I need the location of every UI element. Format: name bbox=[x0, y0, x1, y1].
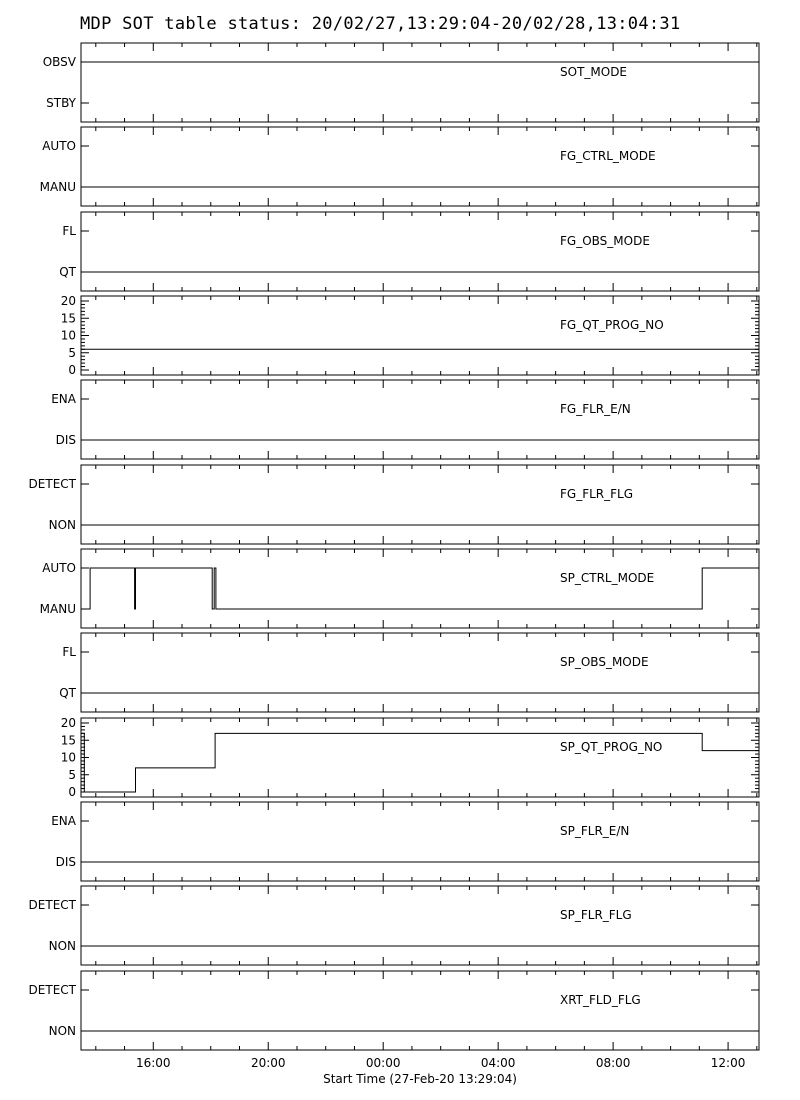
x-tick-label: 12:00 bbox=[710, 1056, 746, 1070]
panel-7-name: SP_OBS_MODE bbox=[560, 655, 649, 669]
panel-7-ylabel: FL bbox=[62, 645, 76, 659]
panel-3-ylabel: 5 bbox=[68, 345, 76, 360]
panel-1-ylabel: AUTO bbox=[42, 139, 76, 153]
panel-9-ylabel: ENA bbox=[51, 814, 76, 828]
x-tick-label: 00:00 bbox=[365, 1056, 401, 1070]
panel-2-frame bbox=[81, 212, 759, 291]
panel-8-ylabel: 10 bbox=[60, 750, 76, 765]
panel-3-ylabel: 15 bbox=[60, 311, 76, 326]
panel-4-ylabel: ENA bbox=[51, 392, 76, 406]
panel-8-name: SP_QT_PROG_NO bbox=[560, 740, 663, 754]
panel-3-ylabel: 10 bbox=[60, 328, 76, 343]
panel-9-frame bbox=[81, 802, 759, 881]
panel-5-frame bbox=[81, 465, 759, 544]
panel-10-frame bbox=[81, 886, 759, 965]
panel-6-frame bbox=[81, 549, 759, 628]
panel-10-name: SP_FLR_FLG bbox=[560, 908, 632, 922]
panel-6-series-line bbox=[81, 568, 759, 609]
panel-11-name: XRT_FLD_FLG bbox=[560, 993, 641, 1007]
x-tick-label: 04:00 bbox=[480, 1056, 516, 1070]
panel-8-ylabel: 15 bbox=[60, 733, 76, 748]
panel-1-name: FG_CTRL_MODE bbox=[560, 149, 656, 163]
panel-9-name: SP_FLR_E/N bbox=[560, 824, 630, 838]
panel-3-frame bbox=[81, 296, 759, 375]
panel-8-ylabel: 0 bbox=[68, 785, 76, 799]
panel-10-ylabel: DETECT bbox=[28, 898, 76, 912]
panel-8-ylabel: 5 bbox=[68, 767, 76, 782]
x-tick-label: 16:00 bbox=[135, 1056, 171, 1070]
panel-0-name: SOT_MODE bbox=[560, 65, 628, 79]
panel-6-ylabel: AUTO bbox=[42, 561, 76, 575]
panel-3-ylabel: 0 bbox=[68, 363, 76, 377]
panel-0-frame bbox=[81, 43, 759, 122]
panel-5-ylabel: DETECT bbox=[28, 477, 76, 491]
panel-7-frame bbox=[81, 633, 759, 712]
panel-3-name: FG_QT_PROG_NO bbox=[560, 318, 664, 332]
panel-4-ylabel: DIS bbox=[55, 433, 76, 447]
panel-8-frame bbox=[81, 718, 759, 797]
panel-11-ylabel: NON bbox=[48, 1024, 76, 1038]
panel-10-ylabel: NON bbox=[48, 939, 76, 953]
x-tick-label: 08:00 bbox=[595, 1056, 631, 1070]
panel-6-name: SP_CTRL_MODE bbox=[560, 571, 655, 585]
panel-0-ylabel: STBY bbox=[46, 96, 76, 110]
panel-4-name: FG_FLR_E/N bbox=[560, 402, 631, 416]
panel-2-ylabel: FL bbox=[62, 224, 76, 238]
panel-5-ylabel: NON bbox=[48, 518, 76, 532]
panel-2-ylabel: QT bbox=[59, 265, 76, 279]
panel-8-ylabel: 20 bbox=[60, 716, 76, 730]
panel-9-ylabel: DIS bbox=[55, 855, 76, 869]
x-tick-label: 20:00 bbox=[250, 1056, 286, 1070]
panel-2-name: FG_OBS_MODE bbox=[560, 234, 650, 248]
panel-3-ylabel: 20 bbox=[60, 294, 76, 308]
panel-11-frame bbox=[81, 971, 759, 1050]
panel-0-ylabel: OBSV bbox=[42, 55, 76, 69]
x-axis-label: Start Time (27-Feb-20 13:29:04) bbox=[323, 1072, 517, 1086]
panel-11-ylabel: DETECT bbox=[28, 983, 76, 997]
panel-1-frame bbox=[81, 127, 759, 206]
panel-1-ylabel: MANU bbox=[39, 180, 76, 194]
page-title: MDP SOT table status: 20/02/27,13:29:04-20/02/28,13:04:31 bbox=[80, 14, 681, 34]
panel-5-name: FG_FLR_FLG bbox=[560, 487, 634, 501]
panel-6-ylabel: MANU bbox=[39, 602, 76, 616]
panel-4-frame bbox=[81, 380, 759, 459]
panel-7-ylabel: QT bbox=[59, 686, 76, 700]
